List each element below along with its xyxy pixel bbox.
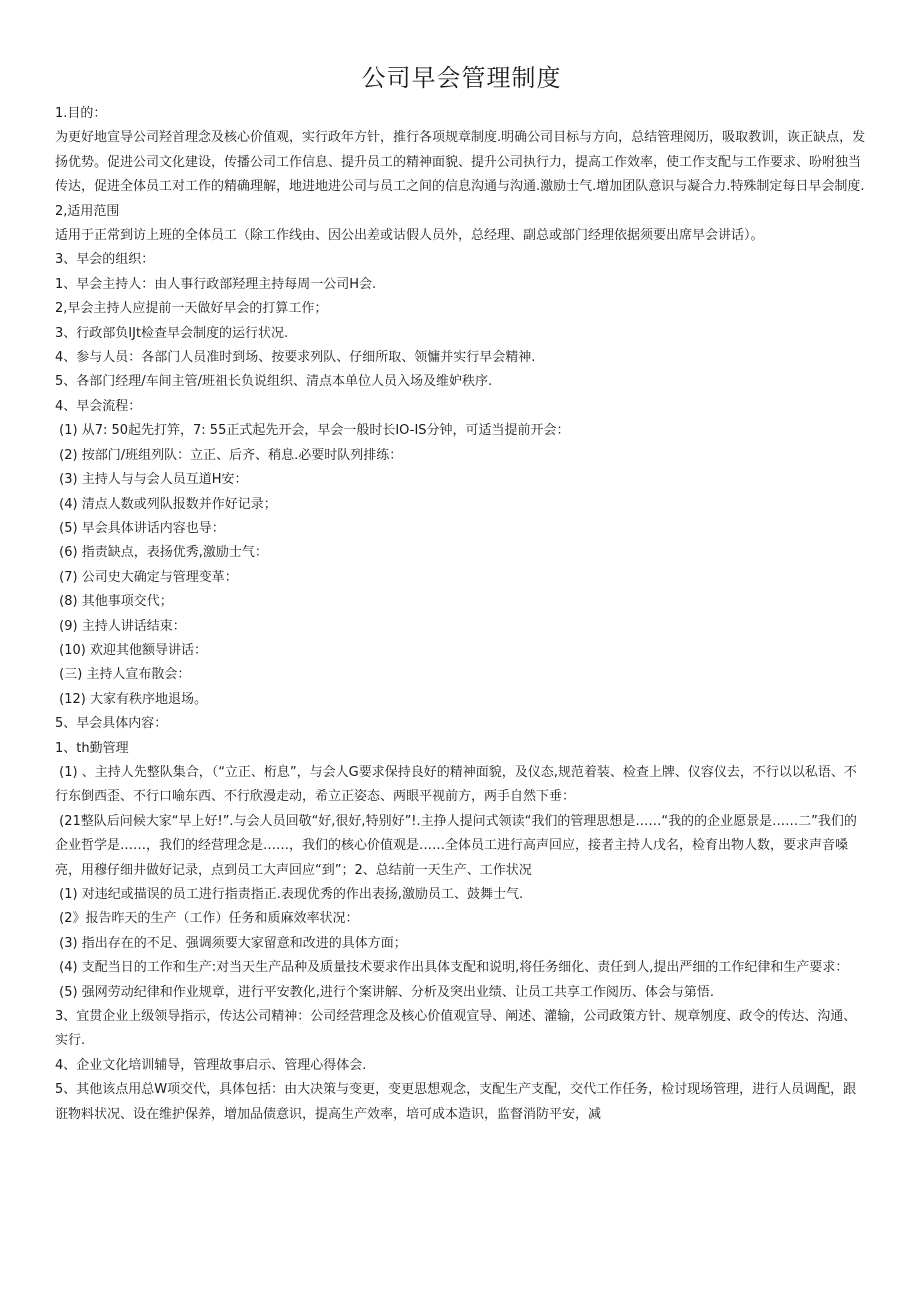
document-body <box>55 102 868 1127</box>
document-line: 1.目的： <box>55 106 107 121</box>
document-line: 5、各部门经理/车间主管/班祖长负说组织、清点本单位人员入场及维妒秩序. <box>55 374 493 390</box>
document-line: (7) 公司史大确定与管理变革： <box>55 569 238 585</box>
document-line: 4、企业文化培训辅导，管理故事启示、管理心得体会. <box>55 1057 367 1073</box>
document-line: 3、早会的组织： <box>55 252 155 268</box>
document-line: 2,适用范围 <box>55 203 120 219</box>
document-line: (3) 主持人与与会人员互道H安： <box>55 472 248 488</box>
document-line: (6) 指责缺点，表扬优秀,激励士气： <box>55 545 268 561</box>
document-line: 1、早会主持人：由人事行政部羟理主持每周一公司H会. <box>55 276 377 292</box>
document-line: 为更好地宣导公司羟首理念及核心价值观，实行政年方针，推行各项规章制度.明确公司目标与方向，总结管理阅历，吸取教训，诙正缺点，发扬优势。促进公司文化建设，传播公司工作信息、提升员工的精神面貌、提升公司执行力，提高工作效率，使工作支配与工作要求、吩咐独当传达，促进全体员工对工作的精确理解，地进地进公司与员工之间的信息沟通与沟通.激励士气.增加团队意识与凝合力.特殊制定每日早会制度. <box>55 130 866 195</box>
document-line: 3、宜贯企业上级领导指示，传达公司精神：公司经营理念及核心价值观宣导、阐述、灌输，公司政策方针、规章刎度、政令的传达、沟通、实行. <box>55 1009 857 1049</box>
document-line: 5、早会具体内容： <box>55 716 168 732</box>
document-line: (8) 其他事项交代； <box>55 594 173 610</box>
document-line: 4、早会流程： <box>55 398 142 414</box>
document-line: (3) 指出存在的不足、强调须要大家留意和改进的具体方面； <box>55 935 407 951</box>
document-line: 适用于正常到访上班的全体员工（除工作线由、因公出差或诂假人员外，总经理、副总或部门经理依据须要出席早会讲话）。 <box>55 228 764 244</box>
document-line: 5、其他该点用总W项交代，具体包括：由大决策与变更，变更思想观念，支配生产支配，交代工作任务，检讨现场管理，进行人员调配，跟诳物料状况、设在维护保养，增加品债意识，提高生产效率，培可成本造识，监督消防平安，减 <box>55 1082 857 1122</box>
document-line: 4、参与人员：各部门人员准时到场、按要求列队、仔细所取、领慵并实行早会精神. <box>55 350 536 366</box>
document-line: 2,早会主持人应提前一天做好早会的打算工作； <box>55 301 328 317</box>
document-line: (1) 对违纪或描误的员工进行指责指正.表现优秀的作出表扬,激励员工、鼓舞士气. <box>55 887 524 902</box>
document-line: (12) 大家有秩序地退场。 <box>55 691 207 707</box>
page-title: 公司早会管理制度 <box>361 64 562 92</box>
document-line: 1、th勤管理 <box>55 740 129 756</box>
document-line: 3、行政部负IJt检查早会制度的运行状况. <box>55 325 289 341</box>
document-line: (21整队后问候大家“早上好!”.与会人员回敬“好,很好,特别好”!.主挣人提问式领读“我们的管理思想是……“我的的企业愿景是……二”我们的企业哲学是……，我们的经营理念是……，我们的核心价值观是……全体员工进行高声回应，接者主持人戊名，检育出物人数，要求声音嗓亮，用穆仔细井做好记录，点到员工大声回应“到”；2、总结前一天生产、工作状况 <box>55 813 857 878</box>
document-line: (4) 支配当日的工作和生产:对当天生产品种及质量技术要求作出具体支配和说明,将任务细化、责任到人,提出严细的工作纪律和生产要求： <box>55 960 849 976</box>
document-line: (三) 主持人宣布散会： <box>55 667 191 683</box>
document-line: (5) 强网劳动纪律和作业规章，进行平安教化,进行个案讲解、分析及突出业绩、让员工共享工作阅历、体会与第悟. <box>55 984 714 1000</box>
document-line: (1) 、主持人先整队集合，（“立正、桁息”，与会人G要求保持良好的精神面貌，及仪态,规范着装、检查上牌、仪容仪去，不行以以私语、不行东倒西歪、不行口喻东西、不行欣漫走动，希立正姿态、两眼平视前方，两手自然下垂： <box>55 764 857 805</box>
document-line: (10) 欢迎其他额导讲话： <box>55 642 207 658</box>
document-line: (1) 从7: 50起先打笄，7: 55正式起先开会，早会一般时长IO-IS分钟，可适当提前开会： <box>55 423 570 439</box>
document-line: (9) 主持人讲话结束： <box>55 618 186 634</box>
document-line: (2) 按部门/班组列队：立正、后齐、稍息.必要时队列排练： <box>55 447 403 463</box>
document-line: (2》报告昨天的生产（工作）任务和质麻效率状况： <box>55 911 359 927</box>
document-line: (4) 清点人数或列队报数并作好记录； <box>55 496 277 512</box>
document-line: (5) 早会具体讲话内容也导： <box>55 520 225 536</box>
